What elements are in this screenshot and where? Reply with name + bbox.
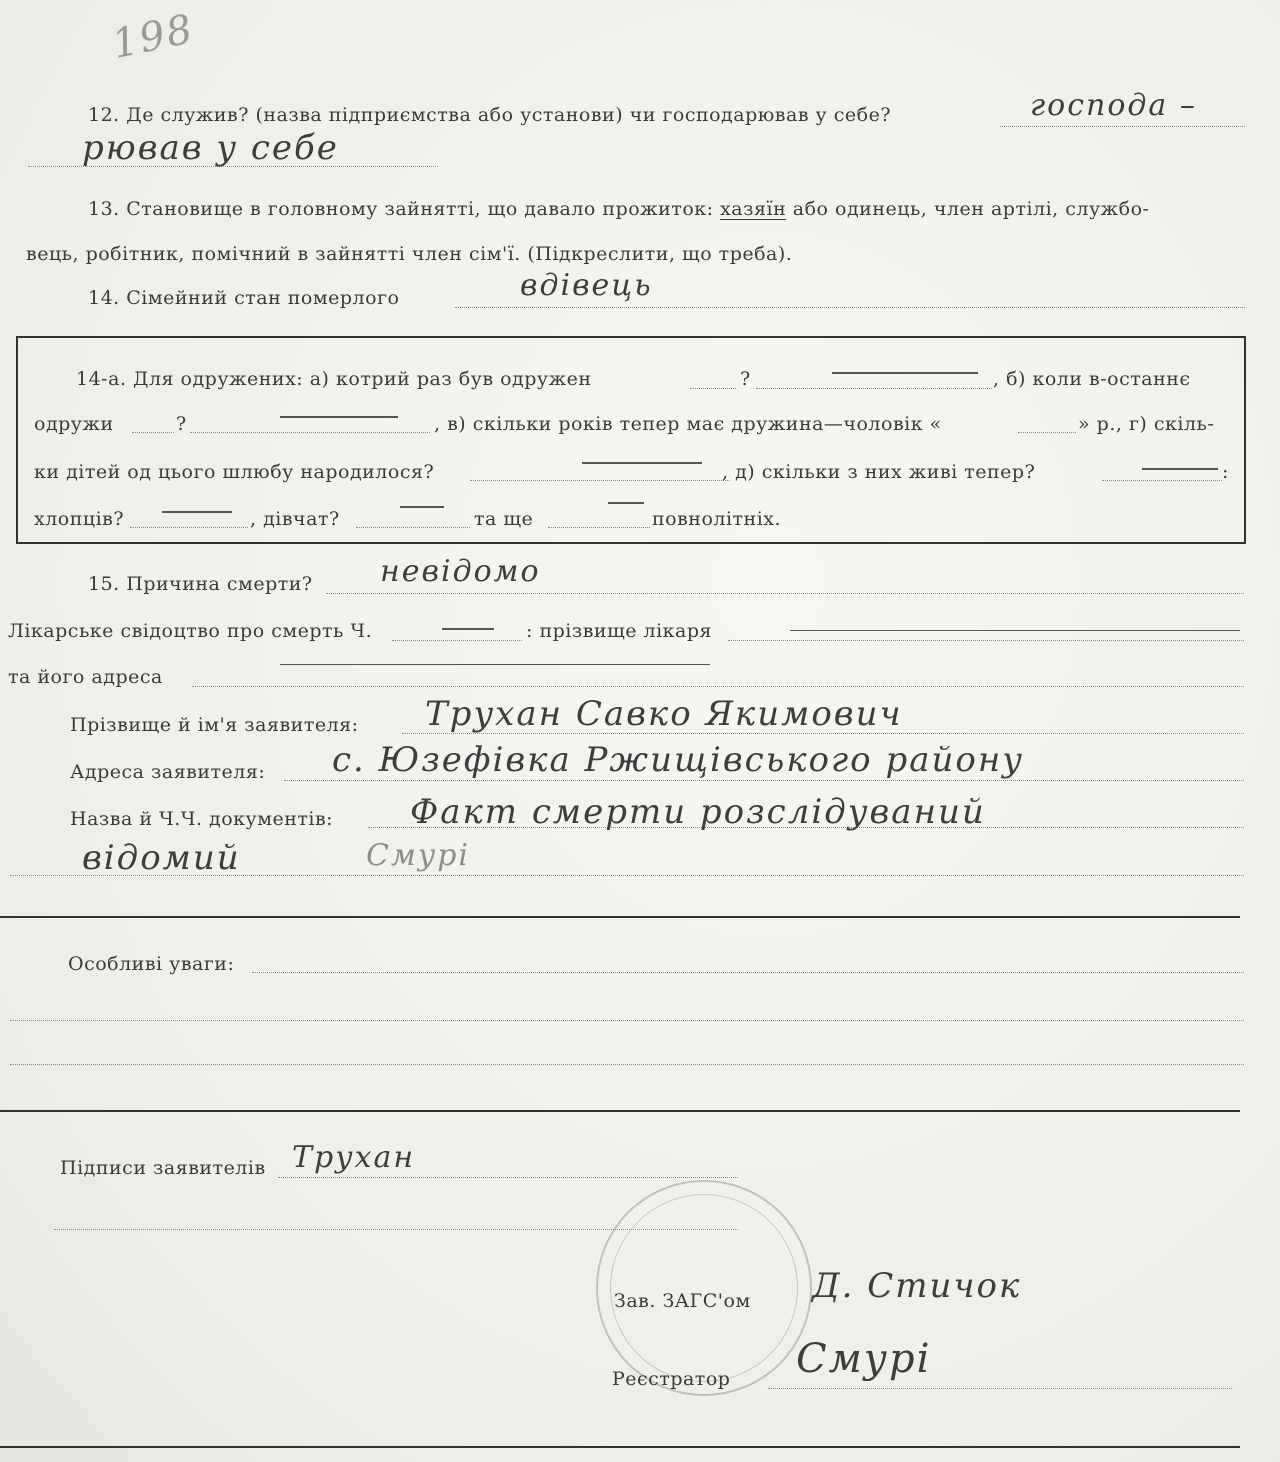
q14a-line4-dash3: [608, 502, 644, 504]
applicant-signature: Трухан: [292, 1140, 416, 1175]
q14a-line4-dots: [130, 527, 248, 528]
q13-line2: вець, робітник, помічний в зайнятті член сім'ї. (Підкреслити, що треба).: [26, 243, 793, 265]
q14a-line1-dash: [832, 372, 978, 374]
applicant-address-label: Адреса заявителя:: [70, 761, 266, 783]
registrar-label: Реєстратор: [612, 1368, 731, 1390]
q14a-line1-text: 14-а. Для одружених: а) котрий раз був одружен: [76, 368, 592, 390]
notes-line-3: [10, 1064, 1244, 1065]
q14a-line4-dots2: [356, 527, 470, 528]
q14a-line2-dots3: [1018, 432, 1076, 433]
q14-answer: вдівець: [520, 268, 653, 303]
official-stamp: [596, 1180, 812, 1396]
doctor-certificate-label: Лікарське свідоцтво про смерть Ч.: [8, 620, 373, 642]
q14a-line4-dash: [162, 511, 232, 513]
q14a-line2-dots: [132, 432, 174, 433]
q14a-line4-text: хлопців?: [34, 508, 125, 530]
stamp-inner-ring: [610, 1194, 798, 1382]
q14a-line3-b: , д) скільки з них живі тепер?: [722, 461, 1036, 483]
applicant-name-value: Трухан Савко Якимович: [425, 694, 903, 734]
applicant-signature-line: [278, 1177, 738, 1178]
q14a-line2-dots2: [190, 432, 430, 433]
notes-line-2: [10, 1020, 1244, 1021]
q14a-line4-b: , дівчат?: [250, 508, 340, 530]
q14a-line3-dots: [470, 480, 730, 481]
q13-underlined-option: хазяїн: [720, 198, 787, 220]
doctor-certificate-dash: [442, 628, 494, 630]
doctor-surname-dash: [790, 630, 1240, 631]
registrar-signature-line: [768, 1388, 1232, 1389]
q14a-line3-c: :: [1222, 461, 1229, 483]
section-divider-3: [0, 1446, 1240, 1448]
registrar-signature: Смурі: [796, 1336, 932, 1382]
doctor-surname-line: [728, 640, 1244, 641]
q15-label: 15. Причина смерти?: [88, 573, 313, 595]
q13-suffix: або одинець, член артілі, службо-: [792, 198, 1150, 220]
doctor-address-label: та його адреса: [8, 666, 163, 688]
applicant-docs-signature: Смурі: [366, 838, 471, 873]
applicant-name-label: Прізвище й ім'я заявителя:: [70, 714, 359, 736]
section-divider-2: [0, 1110, 1240, 1112]
applicant-docs-value-line1: Факт смерти розслідуваний: [410, 792, 986, 832]
head-label: Зав. ЗАГС'ом: [614, 1290, 751, 1312]
q14a-line3-dash2: [1142, 468, 1218, 470]
q14a-line3-text: ки дітей од цього шлюбу народилося?: [34, 461, 435, 483]
doctor-certificate-dots: [392, 640, 522, 641]
q15-answer-line: [326, 593, 1244, 594]
q14a-line1-dots2: [756, 388, 992, 389]
q12-answer-part2: рював у себе: [82, 128, 339, 168]
q14-label: 14. Сімейний стан померлого: [88, 287, 400, 309]
applicant-docs-label: Назва й Ч.Ч. документів:: [70, 808, 334, 830]
doctor-surname-label: : прізвище лікаря: [526, 620, 713, 642]
q14a-line2-dash: [280, 416, 398, 418]
q12-label: 12. Де служив? (назва підприємства або установи) чи господарював у себе?: [88, 104, 892, 126]
doctor-address-line: [192, 686, 1244, 687]
q13-prefix: 13. Становище в головному зайнятті, що давало прожиток:: [88, 198, 714, 220]
section-divider-1: [0, 916, 1240, 918]
q12-answer-line-1: [1000, 126, 1245, 127]
notes-line-1: [252, 972, 1244, 973]
q14a-line1-b: , б) коли в-останнє: [993, 368, 1191, 390]
applicant-address-line: [284, 780, 1244, 781]
applicant-docs-value-line2: відомий: [82, 838, 241, 878]
q12-answer-part1: господа –: [1030, 88, 1197, 123]
applicant-signatures-label: Підписи заявителів: [60, 1157, 266, 1179]
q14a-line4-c: та ще: [474, 508, 534, 530]
q14a-line1-dots: [690, 388, 736, 389]
q14a-line3-dash: [582, 462, 702, 464]
q14a-line4-dots3: [548, 527, 650, 528]
q15-answer: невідомо: [380, 554, 541, 589]
q14a-line2-c: » р., г) скіль-: [1078, 413, 1215, 435]
q14a-line4-d: повнолітніх.: [652, 508, 782, 530]
q13-line1: [88, 198, 1149, 220]
q14a-line2-b: , в) скільки років тепер має дружина—чоловік «: [434, 413, 942, 435]
q14-answer-line: [455, 307, 1245, 308]
q14a-line2-q: ?: [176, 413, 187, 435]
doctor-address-dash: [280, 664, 710, 665]
q14a-line2-text: одружи: [34, 413, 114, 435]
head-signature: Д. Стичок: [812, 1266, 1022, 1306]
corner-page-number: 198: [108, 5, 199, 69]
notes-label: Особливі уваги:: [68, 953, 235, 975]
applicant-address-value: с. Юзефівка Ржищівського району: [332, 740, 1024, 780]
q14a-line3-dots2: [1102, 480, 1222, 481]
q14a-line1-q: ?: [740, 368, 751, 390]
q14a-line4-dash2: [400, 506, 444, 508]
